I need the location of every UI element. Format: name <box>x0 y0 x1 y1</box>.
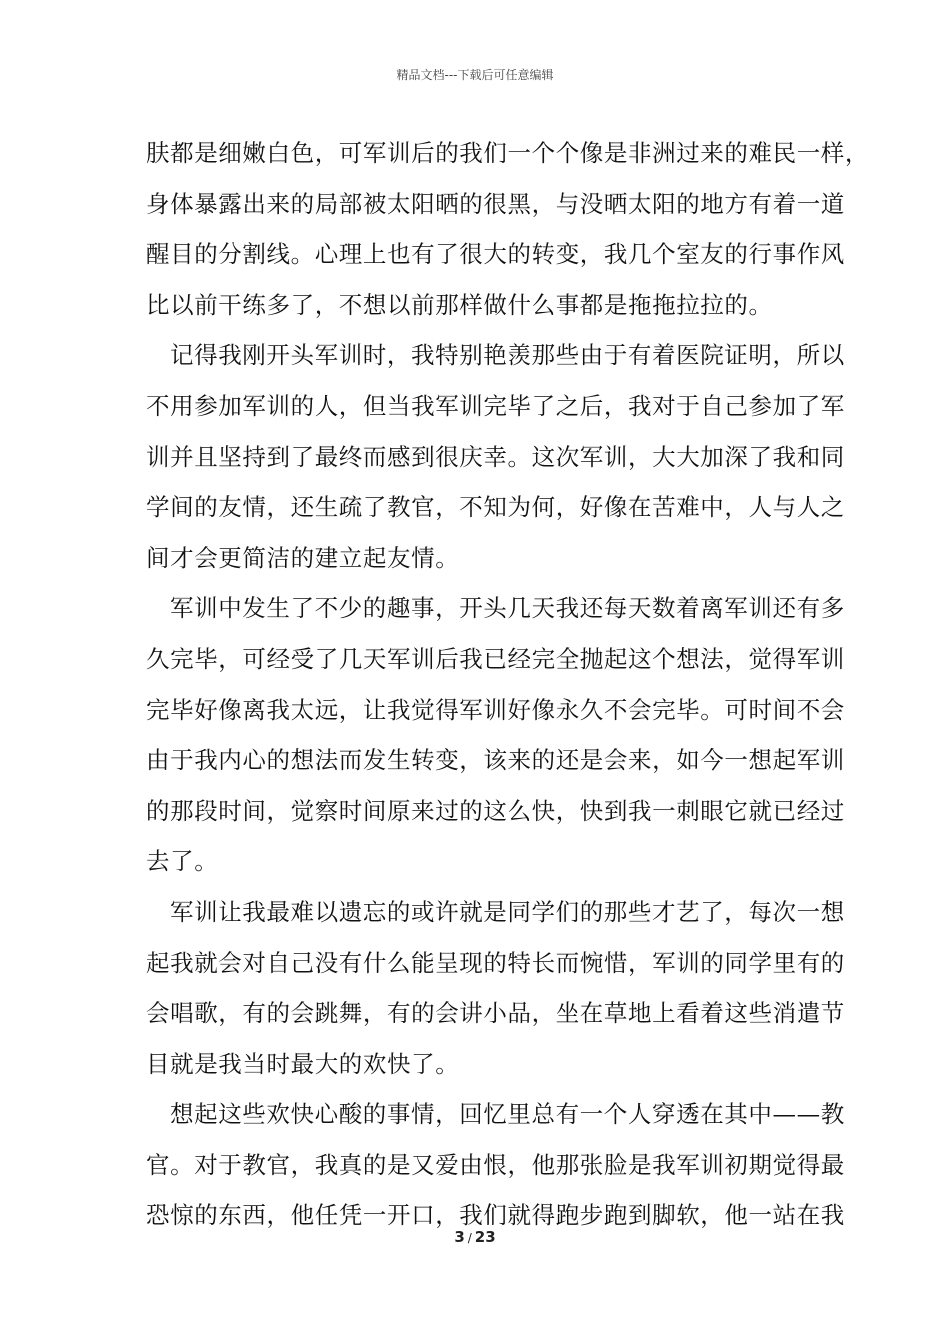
paragraph-2 <box>146 330 845 583</box>
page-header: 精品文档---下载后可任意编辑 <box>396 68 554 82</box>
text-line: 军训中发生了不少的趣事，开头几天我还每天数着离军训还有多 <box>170 594 845 623</box>
page-separator: / <box>467 1231 472 1245</box>
text-line: 想起这些欢快心酸的事情，回忆里总有一个人穿透在其中——教 <box>170 1100 845 1129</box>
text-line: 恐惊的东西，他任凭一开口，我们就得跑步跑到脚软，他一站在我 <box>146 1201 845 1230</box>
document-body <box>146 128 869 1241</box>
text-line: 起我就会对自己没有什么能呈现的特长而惋惜，军训的同学里有的 <box>146 948 845 977</box>
paragraph-3 <box>146 583 845 887</box>
text-line: 久完毕，可经受了几天军训后我已经完全抛起这个想法，觉得军训 <box>146 644 845 673</box>
text-line: 不用参加军训的人，但当我军训完毕了之后，我对于自己参加了军 <box>146 391 845 420</box>
text-line: 官。对于教官，我真的是又爱由恨，他那张脸是我军训初期觉得最 <box>146 1150 845 1179</box>
page-current: 3 <box>454 1228 465 1246</box>
text-line: 训并且坚持到了最终而感到很庆幸。这次军训，大大加深了我和同 <box>146 442 845 471</box>
text-line: 比以前干练多了，不想以前那样做什么事都是拖拖拉拉的。 <box>146 290 773 319</box>
text-line: 身体暴露出来的局部被太阳晒的很黑，与没晒太阳的地方有着一道 <box>146 189 845 218</box>
page-total: 23 <box>474 1228 496 1246</box>
paragraph-5 <box>146 1089 845 1241</box>
paragraph-1 <box>146 128 869 330</box>
text-line: 目就是我当时最大的欢快了。 <box>146 1049 460 1078</box>
text-line: 间才会更简洁的建立起友情。 <box>146 543 460 572</box>
page-number <box>0 1228 950 1246</box>
text-line: 学间的友情，还生疏了教官，不知为何，好像在苦难中，人与人之 <box>146 493 845 522</box>
text-line: 会唱歌，有的会跳舞，有的会讲小品，坐在草地上看着这些消遣节 <box>146 999 845 1028</box>
text-line: 肤都是细嫩白色，可军训后的我们一个个像是非洲过来的难民一样， <box>146 139 869 167</box>
text-line: 的那段时间，觉察时间原来过的这么快，快到我一刺眼它就已经过 <box>146 796 845 825</box>
text-line: 记得我刚开头军训时，我特别艳羡那些由于有着医院证明，所以 <box>170 341 845 370</box>
text-line: 由于我内心的想法而发生转变，该来的还是会来，如今一想起军训 <box>146 746 845 775</box>
text-line: 去了。 <box>146 847 219 876</box>
paragraph-4 <box>146 887 845 1089</box>
text-line: 醒目的分割线。心理上也有了很大的转变，我几个室友的行事作风 <box>146 240 845 269</box>
text-line: 完毕好像离我太远，让我觉得军训好像永久不会完毕。可时间不会 <box>146 695 845 724</box>
text-line: 军训让我最难以遗忘的或许就是同学们的那些才艺了，每次一想 <box>170 897 845 926</box>
